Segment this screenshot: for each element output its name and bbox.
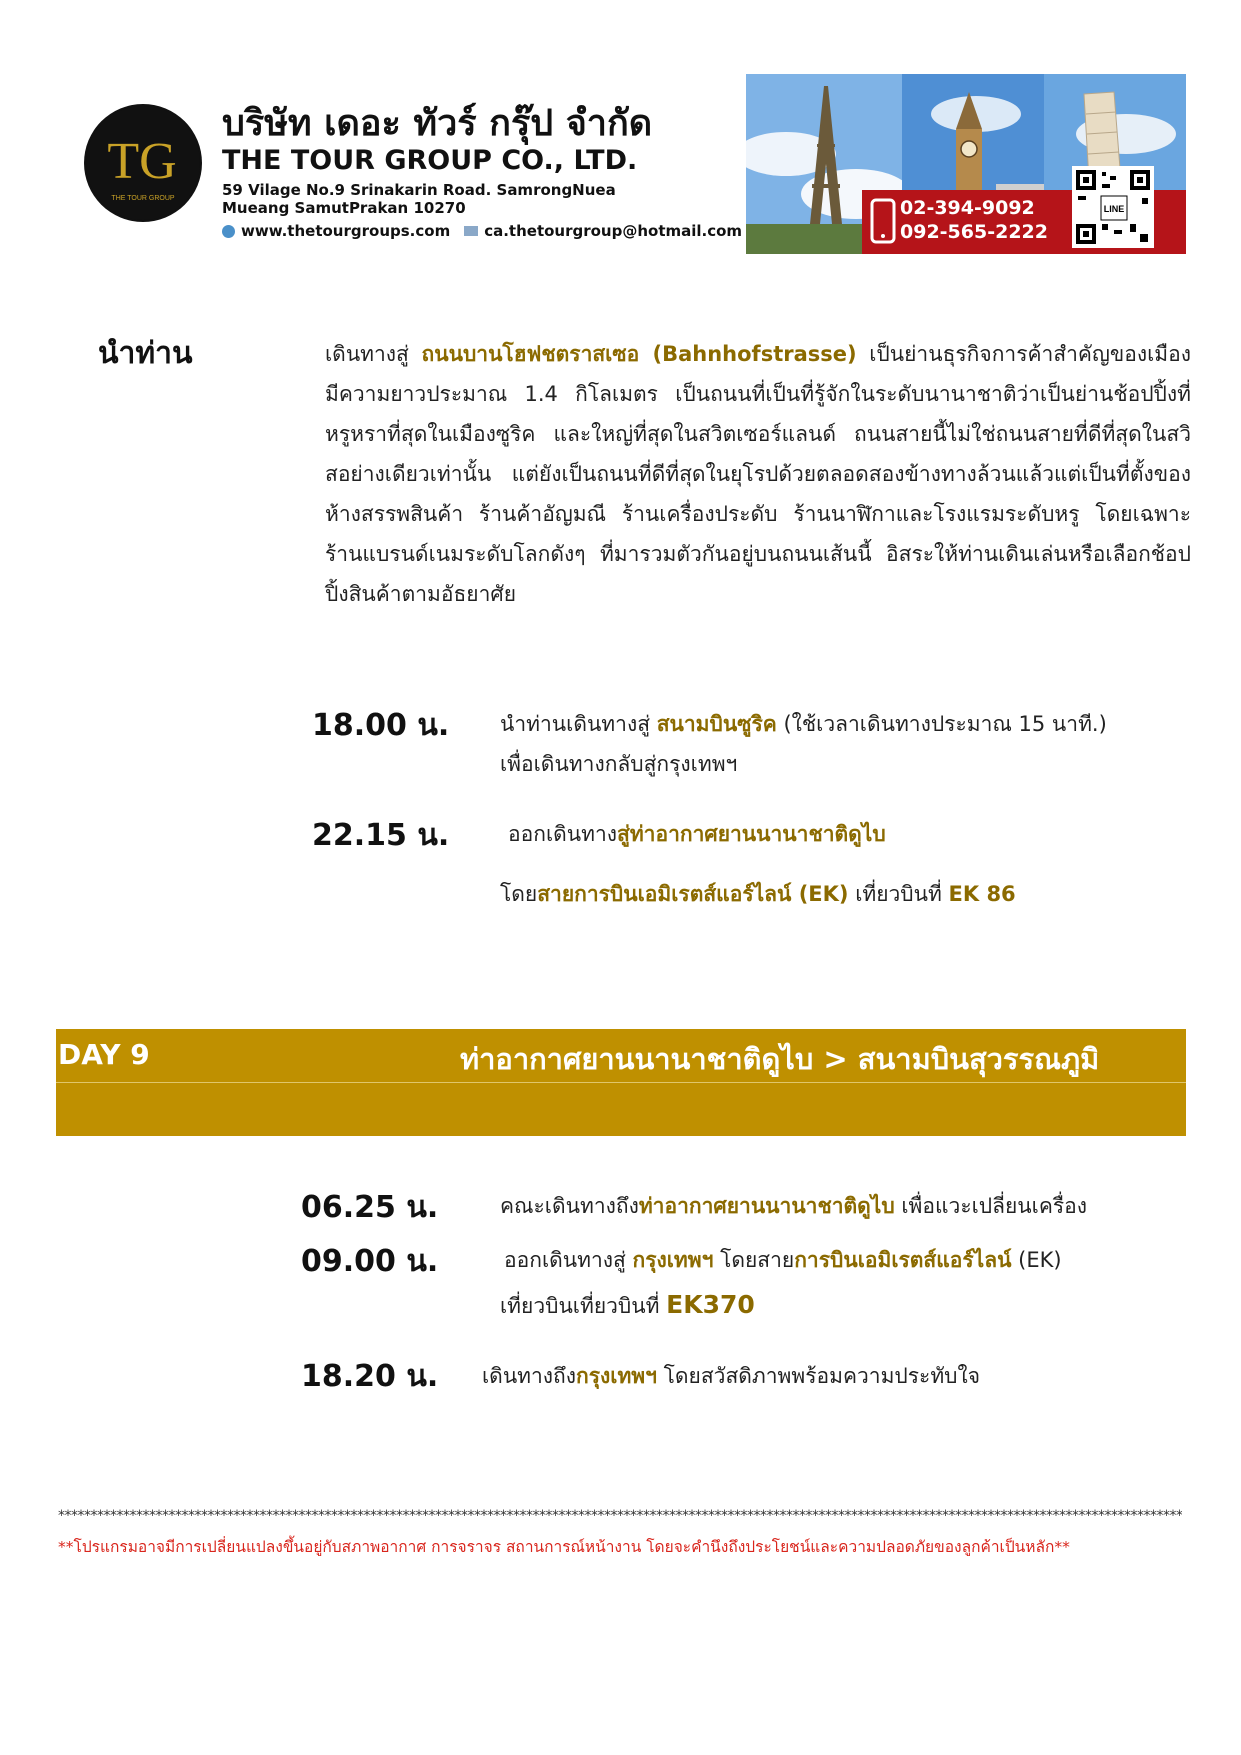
schedule-0900-line1: ออกเดินทางสู่ กรุงเทพฯ โดยสายการบินเอมิเรตส์แอร์ไลน์ (EK): [504, 1248, 1062, 1272]
website-link[interactable]: www.thetourgroups.com: [241, 222, 451, 240]
para-highlight: ถนนบานโฮฟชตราสเซอ (Bahnhofstrasse): [421, 342, 857, 366]
company-logo: [84, 104, 202, 222]
email-link[interactable]: ca.thetourgroup@hotmail.com: [484, 222, 743, 240]
schedule-2215-line2: โดยสายการบินเอมิเรตส์แอร์ไลน์ (EK) เที่ยวบินที่ EK 86: [500, 882, 1016, 906]
address-line-2: Mueang SamutPrakan 10270: [222, 199, 466, 217]
schedule-1800-line2: เพื่อเดินทางกลับสู่กรุงเทพฯ: [500, 752, 738, 776]
svg-text:TG: TG: [107, 133, 177, 190]
time-1800: 18.00 น.: [312, 708, 450, 743]
day-number: DAY 9: [58, 1038, 150, 1071]
time-0900: 09.00 น.: [301, 1244, 439, 1279]
para-prefix: เดินทางสู่: [325, 342, 422, 366]
schedule-0900-line2: เที่ยวบินเที่ยวบินที่ EK370: [500, 1290, 755, 1319]
para-rest: เป็นย่านธุรกิจการค้าสำคัญของเมือง มีความยาวประมาณ 1.4 กิโลเมตร เป็นถนนที่เป็นที่รู้จักในระดับนานาชาติว่าเป็นย่านช้อปปิ้งที่หรูหราที่สุดในเมืองซูริค และใหญ่ที่สุดในสวิตเซอร์แลนด์ ถนนสายนี้ไม่ใช่ถนนสายที่ดีที่สุดในสวิสอย่างเดียวเท่านั้น แต่ยังเป็นถนนที่ดีที่สุดในยุโรปด้วยตลอดสองข้างทางล้วนแล้วแต่เป็นที่ตั้งของห้างสรรพสินค้า ร้านค้าอัญมณี ร้านเครื่องประดับ ร้านนาฬิกาและโรงแรมระดับหรู โดยเฉพาะร้านแบรนด์เนมระดับโลกดังๆ ที่มารวมตัวกันอยู่บนถนนเส้นนี้ อิสระให้ท่านเดินเล่นหรือเลือกช้อปปิ้งสินค้าตามอัธยาศัย: [325, 342, 1191, 606]
time-2215: 22.15 น.: [312, 818, 450, 853]
company-name-thai: บริษัท เดอะ ทัวร์ กรุ๊ป จำกัด: [222, 103, 653, 144]
schedule-0625-line: คณะเดินทางถึงท่าอากาศยานนานาชาติดูไบ เพื่อแวะเปลี่ยนเครื่อง: [500, 1194, 1088, 1218]
line-qr-code-icon: [1072, 166, 1154, 248]
time-0625: 06.25 น.: [301, 1190, 439, 1225]
phone-2[interactable]: 092-565-2222: [900, 221, 1048, 243]
day-route: ท่าอากาศยานนานาชาติดูไบ > สนามบินสุวรรณภูมิ: [460, 1042, 1100, 1076]
address-line-1: 59 Vilage No.9 Srinakarin Road. SamrongNuea: [222, 181, 616, 199]
attraction-paragraph: [325, 334, 1191, 614]
phone-1[interactable]: 02-394-9092: [900, 197, 1035, 219]
schedule-1820-line: เดินทางถึงกรุงเทพฯ โดยสวัสดิภาพพร้อมความประทับใจ: [482, 1364, 981, 1388]
section-label: นำท่าน: [98, 336, 193, 371]
globe-icon: [222, 225, 235, 238]
schedule-2215-line1: ออกเดินทางสู่ท่าอากาศยานนานาชาติดูไบ: [508, 822, 886, 846]
schedule-1800-line1: นำท่านเดินทางสู่ สนามบินซูริค (ใช้เวลาเดินทางประมาณ 15 นาที.): [500, 712, 1107, 736]
time-1820: 18.20 น.: [301, 1359, 439, 1394]
company-name-english: THE TOUR GROUP CO., LTD.: [222, 145, 638, 176]
contact-line: [222, 222, 742, 240]
phone-numbers: [900, 196, 1048, 244]
svg-text:THE TOUR GROUP: THE TOUR GROUP: [111, 195, 175, 202]
svg-text:LINE: LINE: [1103, 204, 1125, 214]
disclaimer-note: **โปรแกรมอาจมีการเปลี่ยนแปลงขึ้นอยู่กับสภาพอากาศ การจราจร สถานการณ์หน้างาน โดยจะคำนึงถึงประโยชน์และความปลอดภัยของลูกค้าเป็นหลัก**: [58, 1538, 1070, 1556]
tg-logo-icon: [84, 104, 202, 222]
divider-stars: *****************************************************************************************************************************************************************************: [58, 1508, 1182, 1524]
mail-icon: [464, 226, 478, 236]
